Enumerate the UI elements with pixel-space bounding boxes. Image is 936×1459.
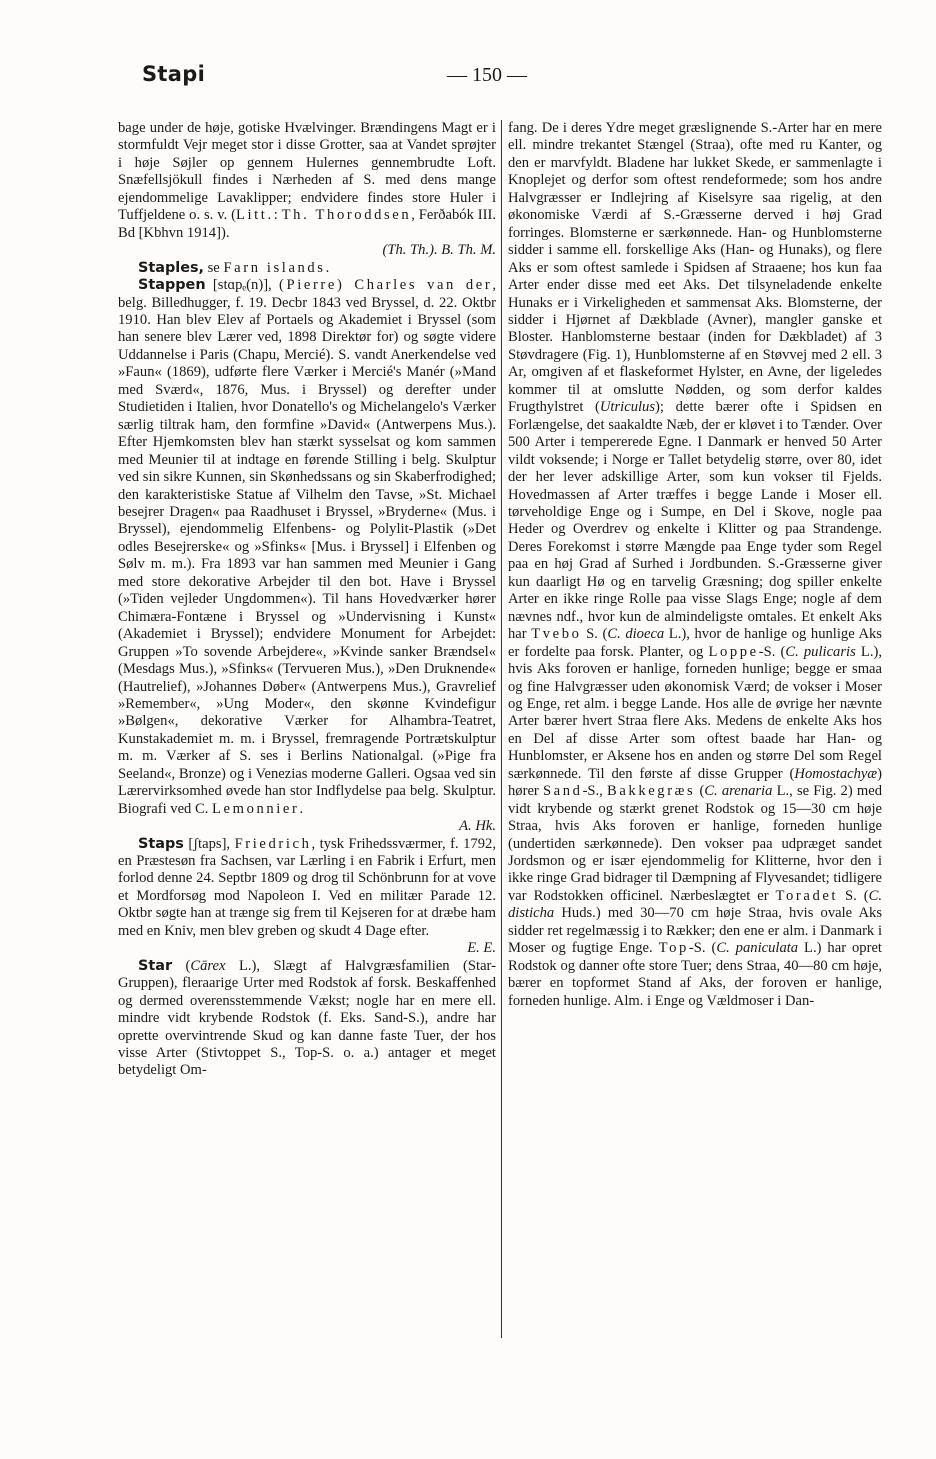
text: L.), Slægt af Halvgræsfamilien (Star-Gruppen), fleraarige Urter med Rodstok af forsk. Beskaffenhed og dermed overensstemmende Vækst; nogle har en mere ell. mindre vidt krybende Rodstok (f. Eks. Sand-S.), andre har oprette overvintrende Skud og kan danne faste Tuer, der hos visse Arter (Stivtoppet S., Top-S. o. a.) antager et meget betydeligt Om- <box>118 957 496 1079</box>
signature: A. Hk. <box>459 818 496 835</box>
text: L.), hvis Aks foroven er hanlige, forneden hunlige; begge er smaa og fine Halvgræsser uden økonomisk Værd; de vokser i Moser og Enge, ret alm. i begge Lande. Hos alle de øvrige her nævnte Arter bærer hvert Straa flere Aks. Medens de enkelte Aks hos en Del af disse Arter som oftest baade har Han- og Hunblomster, er Aksene hos en anden og større Del som Regel særkønnede. Til den første af disse Grupper ( <box>508 643 882 782</box>
person-name: Friedrich <box>234 835 312 852</box>
pronunciation: [stɑpₑ(n)], <box>205 277 280 294</box>
entry-staples <box>118 260 496 277</box>
text: S. ( <box>581 626 608 643</box>
text: . <box>299 800 304 817</box>
species-name: Tvebo <box>531 626 582 643</box>
text: L., se Fig. 2) med vidt krybende og stærkt grenet Rodstok og 15—30 cm høje Straa, hvis Aks foroven er hanlige, forneden hunlige (undertiden særkønnede). Den vokser paa udpræget sandet Jordsmon og er især ejendommelig for Klitterne, hvor den i ikke ringe Grad bidrager til Dæmpning af Flyvesandet; tidligere var Rodstokken officinel. Nærbeslægtet er <box>508 783 883 904</box>
species-name: Top <box>658 940 689 957</box>
text: : <box>273 207 282 224</box>
headword: Staples, <box>138 259 204 276</box>
text: -S. ( <box>688 940 717 957</box>
running-head: Stapi <box>142 62 206 86</box>
latin-name: C. disticha <box>508 887 883 922</box>
text: Huds.) med 30—70 cm høje Straa, hvis ovale Aks sidder ret regelmæssig i to Rækker; den ene er alm. i Danmark i Moser og fugtige Enge. <box>508 905 882 957</box>
latin-name: Utriculus <box>599 399 656 416</box>
text: bage under de høje, gotiske Hvælvinger. Brændingens Magt er i stormfuldt Vejr meget stor i disse Grotter, saa at Vandet sprøjter i høje Søjler op gennem Hulernes gennembrudte Loft. Snæfellsjökull findes i Nærheden af S. med dens mange ejendommelige Lavaklipper; endvidere findes store Huler i Tuffjeldene o. s. v. ( <box>118 120 496 224</box>
page-number: — 150 — <box>447 64 527 86</box>
text: L.) har opret Rodstok og danner ofte store Tuer; dens Straa, 40—80 cm høje, bærer en topformet Stand af Aks, der foroven er hanlige, forneden hunlige. Alm. i Enge og Vældmoser i Dan- <box>508 940 882 1009</box>
latin-name: C. pulicaris <box>785 643 856 660</box>
left-column <box>118 120 496 1080</box>
text: -S., <box>582 783 608 800</box>
headword: Stappen <box>138 277 206 294</box>
right-column <box>508 120 882 1010</box>
text: , tysk Frihedssværmer, f. 1792, en Præstesøn fra Sachsen, var Lærling i en Fabrik i Erfurt, men forlod denne 24. Septbr 1809 og drog til Schönbrunn for at vove et Mordforsøg mod Napoleon I. Ved en militær Parade 12. Oktbr søgte han at trænge sig frem til Kejseren for at dræbe ham med en Kniv, men blev greben og skudt 4 Dage efter. <box>118 835 496 939</box>
biographer-name: Lemonnier <box>212 800 300 817</box>
pronunciation: [ʃtaps], <box>183 835 235 852</box>
snaefellsnes-continuation <box>118 120 496 242</box>
species-name: Loppe <box>708 643 759 660</box>
litt-label: Litt. <box>235 207 274 224</box>
species-name: Sand <box>542 783 583 800</box>
latin-name: C. dioeca <box>607 626 665 643</box>
text: S. ( <box>838 887 869 904</box>
text: -S. ( <box>758 643 786 660</box>
person-name: (Pierre) Charles van der <box>279 277 493 294</box>
signature: E. E. <box>467 940 496 957</box>
signature: (Th. Th.). B. Th. M. <box>382 242 496 259</box>
text: fang. De i deres Ydre meget græslignende S.-Arter har en mere ell. mindre trekantet Stængel (Straa), ofte med ru Kanter, og den er marvfyldt. Bladene har lukket Skede, er sammenlagte i Knoplejet og derfor som oftest rendeformede; som hos andre Halvgræsser er Indlejring af Kiselsyre saa rigelig, at den økonomiske Værdi af S.-Græsserne derved i høj Grad forringes. Blomsterne er særkønnede. Han- og Hunblomsterne sidder i samme ell. forskellige Aks (Han- og Hunaks), og flere Aks er som oftest samlede i Spidsen af Straaene; hos kun faa Arter ender disse med eet Aks. Det tilsyneladende enkelte Hunaks er i Virkeligheden et sammensat Aks. Blomsterne, der sidder i Hjørnet af Dækblade (Avner), mangler ganske et Bloster. Hanblomsterne bestaar (inden for Dækbladet) af 3 Støvdragere (Fig. 1), Hunblomsterne af en Støvvej med 2 ell. 3 Ar, omgiven af et flaskeformet Hylster, en Avne, der ligeledes kommer til at omslutte Nødden, og som derfor kaldes Frugthylstret ( <box>508 120 882 416</box>
headword: Star <box>138 957 173 974</box>
cross-reference: Farn islands <box>223 259 326 276</box>
headword: Staps <box>138 835 184 852</box>
text: . <box>325 259 330 276</box>
latin-name: C. paniculata <box>716 940 799 957</box>
author-name: Th. Thoroddsen <box>281 207 412 224</box>
text: ) hører <box>508 765 882 800</box>
latin-name: Cārex <box>190 957 226 974</box>
species-name: Toradet <box>775 887 839 904</box>
entry-star <box>118 958 496 1080</box>
column-divider <box>501 120 502 1338</box>
text: L.), hvor de hanlige og hunlige Aks er fordelte paa forsk. Planter, og <box>508 626 882 660</box>
text: , belg. Billedhugger, f. 19. Decbr 1843 ved Bryssel, d. 22. Oktbr 1910. Han blev Elev af Portaels og Akademiet i Bryssel (som han senere blev Lærer ved, 1898 Direktør for) og søgte videre Uddannelse i Paris (Chapu, Mercié). S. vandt Anerkendelse ved »Faun« (1869), udførte flere Værker i Mercié's Manér (»Mand med Sværd«, 1876, Mus. i Bryssel) og derefter under Studietiden i Italien, hvor Donatello's og Michelangelo's Værker særlig tiltrak ham, den formfine »David« (Antwerpens Mus.). Efter Hjemkomsten blev han stærkt sysselsat og kom sammen med Meunier til at indtage en førende Stilling i belg. Skulptur ved sin sikre Kunnen, sin Skønhedssans og sin Skaberfrodighed; den karakteristiske Statue af Vilhelm den Tavse, »St. Michael besejrer Dragen« paa Raadhuset i Bryssel, »Bryderne« (Mus. i Bryssel), ejendommelig Elfenbens- og Polylit-Plastik (»Det odles Besejrerske« og »Sfinks« [Mus. i Bryssel] i Elfenben og Sølv m. m.). Fra 1893 var han sammen med Meunier i Gang med store dekorative Arbejder til den bot. Have i Bryssel (»Tiden vejleder Ungdommen«). Til hans Hovedværker hører Chimæra-Fontæne i Bryssel og »Undervisning i Kunst« (Akademiet i Bryssel); endvidere Monument for Arbejdet: Gruppen »To sovende Arbejdere«, »Kvinde sanker Brændsel« (Mesdags Mus.), »Sfinks« (Tervueren Mus.), »Den Druknende« (Hautrelief), »Johannes Døber« (Antwerpens Mus.), Gravrelief »Remember«, »Ung Moder«, den skønne Kvindefigur »Bølgen«, dekorative Værker for Alhambra-Teatret, Kunstakademiet m. m. i Bryssel, fremragende Portrætskulptur m. m. Værker af S. ses i Berlins Nationalgal. (»Pige fra Seeland«, Bronze) og i Venezias moderne Galleri. Ogsaa ved sin Lærervirksomhed øvede han stor Indflydelse paa belg. Skulptur. Biografi ved C. <box>118 277 496 817</box>
entry-stappen <box>118 277 496 818</box>
latin-name: C. arenaria <box>704 783 773 800</box>
entry-star-continuation <box>508 120 882 1010</box>
text: se <box>203 259 224 276</box>
latin-name: Homostachyæ <box>794 765 878 782</box>
page-header <box>142 62 892 92</box>
entry-staps <box>118 836 496 941</box>
text: , Ferðabók III. Bd [Kbhvn 1914]). <box>118 207 497 241</box>
text: ( <box>695 783 705 800</box>
species-name: Bakkegræs <box>607 783 696 800</box>
text: ( <box>172 957 191 974</box>
text: ); dette bærer ofte i Spidsen en Forlængelse, det saakaldte Næb, der er kløvet i to Tænder. Over 500 Arter i tempererede Egne. I Danmark er henved 50 Arter vildt voksende; i Norge er Tallet betydelig større, over 80, idet der her lever adskillige Arter, som kun vokser til Fjelds. Hovedmassen af Arter træffes i begge Lande i Moser ell. tørveholdige Enge og i Sumpe, en Del i Skove, nogle paa Heder og Overdrev og enkelte i Klitter og paa Strandenge. Deres Forekomst i større Mængde paa Enge tyder som Regel paa en høj Grad af Surhed i Jordbunden. S.-Græsserne giver kun daarligt Hø og en tarvelig Græsning; dog spiller enkelte Arter en ikke ringe Rolle paa visse Slags Enge; nogle af dem nævnes ndf., hvor kun de almindeligste omtales. Et enkelt Aks har <box>508 399 882 643</box>
